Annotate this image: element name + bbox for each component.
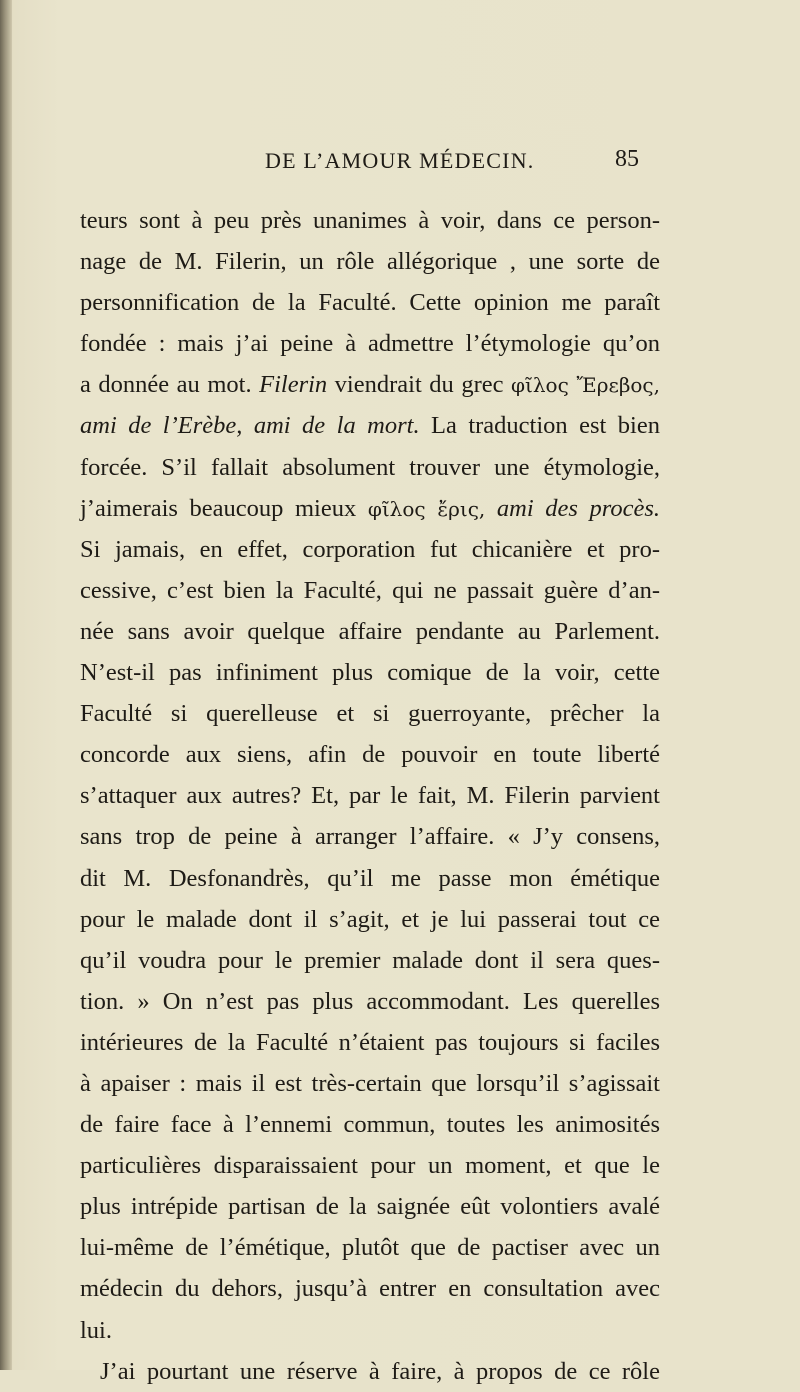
text-line: nage de M. Filerin, un rôle allégorique , une sorte de <box>80 248 660 276</box>
page-binding-edge <box>0 0 12 1370</box>
text-line: médecin du dehors, jusqu’à entrer en consultation avec <box>80 1275 660 1303</box>
text-line: intérieures de la Faculté n’étaient pas toujours si faciles <box>80 1028 660 1056</box>
text-line: qu’il voudra pour le premier malade dont il sera ques- <box>80 946 660 974</box>
text-line: fondée : mais j’ai peine à admettre l’étymologie qu’on <box>80 330 660 358</box>
text-line: j’aimerais beaucoup mieux φῖλος ἔρις, ami des procès. <box>80 494 660 522</box>
greek-phrase: φῖλος ἔρις, <box>367 496 486 521</box>
text-line: née sans avoir quelque affaire pendante au Parlement. <box>80 617 660 645</box>
text-line: pour le malade dont il s’agit, et je lui passerai tout ce <box>80 905 660 933</box>
text-line: a donnée au mot. Filerin viendrait du grec φῖλος Ἔρεβος, <box>80 371 660 399</box>
page-header <box>0 148 800 178</box>
text-line: tion. » On n’est pas plus accommodant. Les querelles <box>80 987 660 1015</box>
page-number: 85 <box>615 146 639 172</box>
italic-word: Filerin <box>259 371 328 399</box>
text-line: J’ai pourtant une réserve à faire, à propos de ce rôle <box>100 1357 660 1385</box>
text-line: de faire face à l’ennemi commun, toutes les animosités <box>80 1111 660 1139</box>
text-line: sans trop de peine à arranger l’affaire. « J’y consens, <box>80 823 660 851</box>
text-line: N’est-il pas infiniment plus comique de la voir, cette <box>80 659 660 687</box>
body-text <box>80 200 660 1392</box>
paragraph-end-line: lui. <box>80 1316 112 1344</box>
running-title: DE L’AMOUR MÉDECIN. <box>265 148 535 173</box>
greek-phrase: φῖλος Ἔρεβος, <box>511 373 660 398</box>
text-line: particulières disparaissaient pour un moment, et que le <box>80 1152 660 1180</box>
text-line: ami de l’Erèbe, ami de la mort. La traduction est bien <box>80 412 660 440</box>
text-line: s’attaquer aux autres? Et, par le fait, M. Filerin parvient <box>80 782 660 810</box>
text-line: dit M. Desfonandrès, qu’il me passe mon émétique <box>80 864 660 892</box>
text-line: forcée. S’il fallait absolument trouver une étymologie, <box>80 453 660 481</box>
text-line: teurs sont à peu près unanimes à voir, dans ce person- <box>80 207 660 234</box>
italic-phrase: ami des procès. <box>496 494 660 522</box>
text-line: Si jamais, en effet, corporation fut chicanière et pro- <box>80 535 660 563</box>
text-line: à apaiser : mais il est très-certain que lorsqu’il s’agissait <box>80 1069 660 1097</box>
text-line: Faculté si querelleuse et si guerroyante, prêcher la <box>80 700 660 728</box>
italic-phrase: ami de l’Erèbe, ami de la mort. <box>80 412 420 440</box>
text-line: cessive, c’est bien la Faculté, qui ne passait guère d’an- <box>80 576 660 604</box>
text-line: concorde aux siens, afin de pouvoir en toute liberté <box>80 741 660 769</box>
text-line: lui-même de l’émétique, plutôt que de pactiser avec un <box>80 1234 660 1262</box>
text-line: plus intrépide partisan de la saignée eût volontiers avalé <box>80 1193 660 1221</box>
text-line: personnification de la Faculté. Cette opinion me paraît <box>80 289 660 317</box>
